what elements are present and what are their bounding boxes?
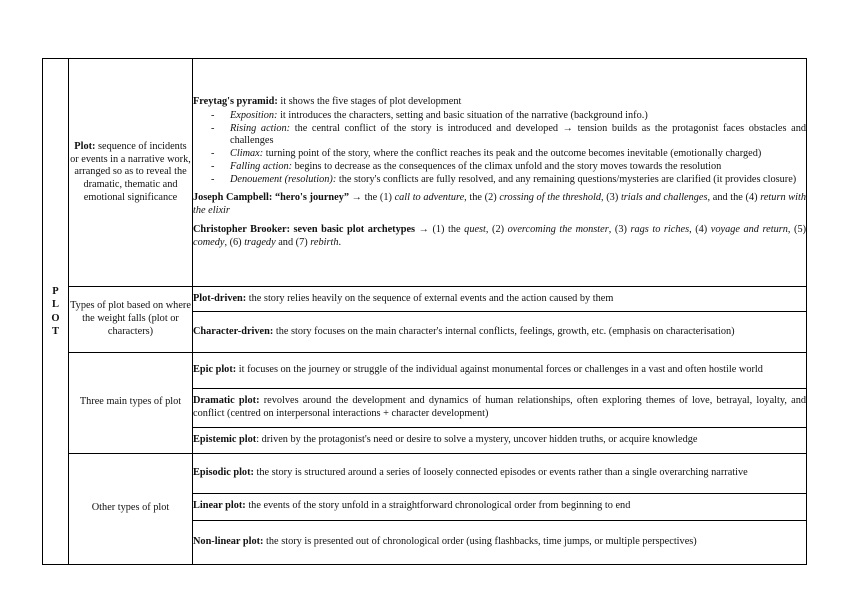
text-run: → the (1) — [351, 192, 392, 204]
text-run: → (1) the — [418, 223, 461, 235]
archetype: comedy — [193, 236, 225, 248]
category-main-types: Three main types of plot — [69, 352, 193, 453]
text-run: , (6) — [224, 236, 242, 248]
archetype: rebirth — [310, 236, 339, 248]
text-run: , the (2) — [464, 192, 497, 204]
definition-desc: it focuses on the journey or struggle of the individual against monumental forces or challenges in a vast and often hostile world — [238, 363, 763, 375]
freytag-stage — [211, 110, 806, 123]
freytag-stage — [211, 148, 806, 161]
definition-term: Character-driven: — [193, 325, 274, 337]
plot-models-cell — [193, 59, 807, 287]
category-plot — [69, 59, 193, 287]
archetype: voyage and return — [710, 223, 788, 235]
definition-desc: the story focuses on the main character's internal conflicts, feelings, growth, etc. (emphasis on characterisation) — [275, 325, 735, 337]
campbell-stage: call to adventure — [394, 192, 465, 204]
text-run: and (7) — [278, 236, 308, 248]
text-run: , (4) — [689, 223, 708, 235]
definition-row — [193, 287, 807, 312]
section-letter: L — [51, 299, 59, 311]
definition-desc: the story is presented out of chronological order (using flashbacks, time jumps, or multiple perspectives) — [266, 536, 697, 548]
archetype: tragedy — [244, 236, 276, 248]
stage-desc: begins to decrease as the consequences of the climax unfold and the story moves towards the resolution — [294, 160, 722, 172]
definition-desc: the story is structured around a series of loosely connected episodes or events rather than a single overarching narrative — [256, 466, 748, 478]
freytag-stage — [211, 174, 806, 187]
stage-term: Exposition: — [230, 109, 278, 121]
text-run: , (3) — [601, 192, 619, 204]
definition-term: Epic plot: — [193, 363, 237, 375]
freytag-stage — [211, 123, 806, 149]
definition-row — [193, 493, 807, 520]
plot-definition: sequence of incidents or events in a narrative work, arranged so as to reveal the dramatic, thematic and emotional significance — [70, 140, 191, 203]
freytag-stage — [211, 161, 806, 174]
definition-row — [193, 453, 807, 493]
definition-row — [193, 388, 807, 427]
definition-desc: the events of the story unfold in a straightforward chronological order from beginning to end — [248, 500, 631, 512]
campbell-title: Joseph Campbell: “hero's journey” — [193, 192, 349, 204]
stage-term: Denouement (resolution): — [230, 173, 337, 185]
stage-desc: the central conflict of the story is introduced and developed → tension builds as the protagonist faces obstacles and challenges — [230, 122, 806, 147]
stage-desc: the story's conflicts are fully resolved, and any remaining questions/mysteries are clarified (it provides closure) — [338, 173, 797, 185]
definition-desc: the story relies heavily on the sequence of external events and the action caused by them — [248, 293, 614, 305]
archetype: overcoming the monster — [507, 223, 609, 235]
definition-row — [193, 520, 807, 564]
definition-desc: : driven by the protagonist's need or desire to solve a mystery, uncover hidden truths, or acquire knowledge — [256, 433, 698, 445]
text-run: , (2) — [485, 223, 505, 235]
category-other-types: Other types of plot — [69, 453, 193, 564]
campbell-paragraph — [193, 192, 806, 218]
stage-desc: it introduces the characters, setting and basic situation of the narrative (background info.) — [280, 109, 648, 121]
text-run: , and the (4) — [707, 192, 758, 204]
definition-term: Non-linear plot: — [193, 536, 264, 548]
definition-row — [193, 427, 807, 453]
definition-term: Episodic plot: — [193, 466, 254, 478]
freytag-heading — [193, 96, 806, 109]
definition-term: Plot-driven: — [193, 293, 247, 305]
stage-term: Climax: — [230, 148, 264, 160]
definition-desc: revolves around the development and dynamics of human relationships, often exploring themes of love, betrayal, loyalty, and conflict (centred on interpersonal interactions + character development) — [193, 394, 806, 419]
definition-term: Dramatic plot: — [193, 394, 260, 406]
archetype: quest — [464, 223, 486, 235]
section-letter: T — [51, 325, 59, 337]
definition-row — [193, 312, 807, 352]
section-letter: O — [51, 312, 60, 324]
freytag-title: Freytag's pyramid: — [193, 96, 278, 107]
brooker-title: Christopher Brooker: seven basic plot archetypes — [193, 223, 416, 235]
text-run: , (3) — [608, 223, 627, 235]
archetype: rags to riches — [630, 223, 690, 235]
plot-table — [42, 58, 807, 565]
campbell-stage: return with the elixir — [193, 192, 807, 217]
category-weight: Types of plot based on where the weight falls (plot or characters) — [69, 287, 193, 352]
stage-term: Rising action: — [230, 122, 291, 134]
section-letter: P — [52, 286, 59, 298]
text-run: . — [338, 236, 342, 248]
text-run: , (5) — [787, 223, 807, 235]
brooker-paragraph — [193, 224, 806, 250]
section-letters — [43, 59, 69, 565]
plot-term: Plot: — [74, 140, 96, 152]
freytag-intro: it shows the five stages of plot development — [280, 96, 462, 107]
stage-term: Falling action: — [230, 160, 293, 172]
freytag-stage-list — [193, 110, 806, 187]
definition-row — [193, 352, 807, 388]
campbell-stage: trials and challenges — [620, 192, 708, 204]
definition-term: Epistemic plot — [193, 433, 257, 445]
definition-term: Linear plot: — [193, 500, 246, 512]
campbell-stage: crossing of the threshold — [499, 192, 601, 204]
stage-desc: turning point of the story, where the conflict reaches its peak and the outcome becomes inevitable (emotionally charged) — [265, 148, 762, 160]
